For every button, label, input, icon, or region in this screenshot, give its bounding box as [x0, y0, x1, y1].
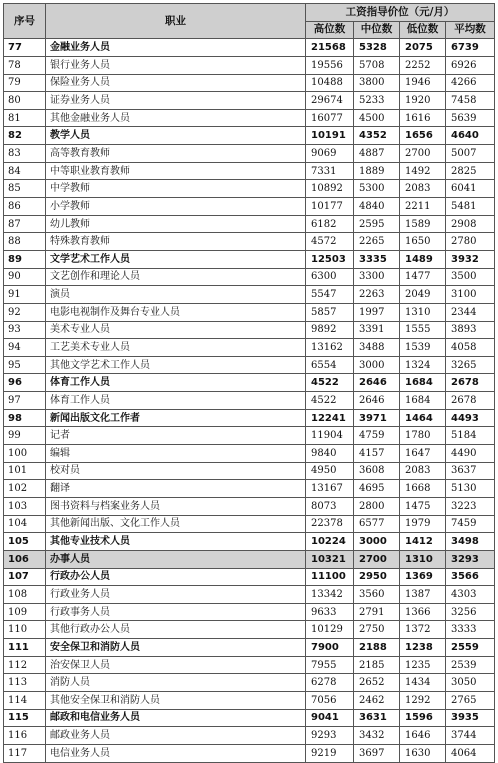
table-row [4, 339, 495, 357]
cell-low-value: 1589 [400, 215, 446, 233]
cell-average-value: 3265 [446, 356, 495, 374]
cell-high-value: 10321 [306, 550, 354, 568]
cell-high-value: 5547 [306, 286, 354, 304]
table-row [4, 374, 495, 392]
cell-occupation: 校对员 [46, 462, 306, 480]
cell-low-value: 1412 [400, 533, 446, 551]
cell-occupation: 演员 [46, 286, 306, 304]
cell-occupation: 体育工作人员 [46, 374, 306, 392]
table-row [4, 109, 495, 127]
table-row [4, 74, 495, 92]
cell-low-value: 1387 [400, 586, 446, 604]
cell-median-value: 4157 [354, 445, 400, 463]
table-row [4, 162, 495, 180]
cell-low-value: 2083 [400, 462, 446, 480]
cell-serial-number: 107 [4, 568, 46, 586]
cell-median-value: 2950 [354, 568, 400, 586]
cell-serial-number: 117 [4, 744, 46, 762]
table-row [4, 497, 495, 515]
cell-median-value: 2646 [354, 374, 400, 392]
table-row [4, 445, 495, 463]
cell-serial-number: 81 [4, 109, 46, 127]
table-row [4, 392, 495, 410]
cell-occupation: 中等职业教育教师 [46, 162, 306, 180]
cell-low-value: 1492 [400, 162, 446, 180]
cell-high-value: 11100 [306, 568, 354, 586]
cell-median-value: 5233 [354, 92, 400, 110]
cell-median-value: 4352 [354, 127, 400, 145]
table-row [4, 533, 495, 551]
cell-low-value: 1310 [400, 303, 446, 321]
header-low-value: 低位数 [400, 21, 446, 39]
cell-high-value: 10892 [306, 180, 354, 198]
cell-serial-number: 105 [4, 533, 46, 551]
cell-average-value: 4493 [446, 409, 495, 427]
cell-occupation: 保险业务人员 [46, 74, 306, 92]
cell-median-value: 3631 [354, 709, 400, 727]
cell-average-value: 4266 [446, 74, 495, 92]
cell-serial-number: 91 [4, 286, 46, 304]
cell-average-value: 2825 [446, 162, 495, 180]
cell-serial-number: 115 [4, 709, 46, 727]
cell-serial-number: 90 [4, 268, 46, 286]
cell-average-value: 2344 [446, 303, 495, 321]
cell-occupation: 其他安全保卫和消防人员 [46, 691, 306, 709]
table-row [4, 215, 495, 233]
cell-median-value: 4840 [354, 198, 400, 216]
cell-serial-number: 112 [4, 656, 46, 674]
cell-median-value: 3335 [354, 250, 400, 268]
cell-serial-number: 85 [4, 180, 46, 198]
header-high-value: 高位数 [306, 21, 354, 39]
cell-low-value: 1630 [400, 744, 446, 762]
cell-occupation: 电影电视制作及舞台专业人员 [46, 303, 306, 321]
cell-low-value: 1596 [400, 709, 446, 727]
cell-low-value: 1650 [400, 233, 446, 251]
cell-serial-number: 93 [4, 321, 46, 339]
table-row [4, 286, 495, 304]
cell-occupation: 办事人员 [46, 550, 306, 568]
table-row [4, 321, 495, 339]
cell-low-value: 1372 [400, 621, 446, 639]
table-row [4, 621, 495, 639]
cell-low-value: 1310 [400, 550, 446, 568]
table-row [4, 409, 495, 427]
cell-high-value: 10488 [306, 74, 354, 92]
cell-high-value: 4950 [306, 462, 354, 480]
table-row [4, 92, 495, 110]
cell-serial-number: 103 [4, 497, 46, 515]
cell-occupation: 教学人员 [46, 127, 306, 145]
cell-high-value: 29674 [306, 92, 354, 110]
cell-average-value: 5007 [446, 145, 495, 163]
cell-high-value: 5857 [306, 303, 354, 321]
cell-high-value: 7955 [306, 656, 354, 674]
cell-serial-number: 89 [4, 250, 46, 268]
cell-high-value: 8073 [306, 497, 354, 515]
cell-low-value: 1235 [400, 656, 446, 674]
cell-average-value: 6041 [446, 180, 495, 198]
cell-occupation: 其他金融业务人员 [46, 109, 306, 127]
cell-serial-number: 104 [4, 515, 46, 533]
cell-high-value: 10129 [306, 621, 354, 639]
cell-high-value: 7900 [306, 639, 354, 657]
table-row [4, 674, 495, 692]
cell-low-value: 1647 [400, 445, 446, 463]
cell-serial-number: 96 [4, 374, 46, 392]
cell-average-value: 2908 [446, 215, 495, 233]
cell-serial-number: 82 [4, 127, 46, 145]
cell-serial-number: 84 [4, 162, 46, 180]
table-row [4, 744, 495, 762]
cell-median-value: 2185 [354, 656, 400, 674]
cell-occupation: 美术专业人员 [46, 321, 306, 339]
cell-median-value: 2188 [354, 639, 400, 657]
table-row [4, 56, 495, 74]
cell-occupation: 邮政业务人员 [46, 727, 306, 745]
cell-median-value: 6577 [354, 515, 400, 533]
table-row [4, 233, 495, 251]
cell-serial-number: 94 [4, 339, 46, 357]
cell-high-value: 6182 [306, 215, 354, 233]
cell-high-value: 10224 [306, 533, 354, 551]
header-wage-guidance-group: 工资指导价位（元/月） [306, 4, 495, 22]
table-row [4, 603, 495, 621]
table-row [4, 709, 495, 727]
cell-low-value: 1324 [400, 356, 446, 374]
cell-median-value: 2595 [354, 215, 400, 233]
table-row [4, 550, 495, 568]
cell-high-value: 21568 [306, 39, 354, 57]
cell-high-value: 6554 [306, 356, 354, 374]
cell-average-value: 7459 [446, 515, 495, 533]
cell-low-value: 1920 [400, 92, 446, 110]
cell-serial-number: 113 [4, 674, 46, 692]
cell-low-value: 1668 [400, 480, 446, 498]
cell-occupation: 图书资料与档案业务人员 [46, 497, 306, 515]
cell-median-value: 3800 [354, 74, 400, 92]
cell-median-value: 3608 [354, 462, 400, 480]
cell-occupation: 行政事务人员 [46, 603, 306, 621]
cell-median-value: 1889 [354, 162, 400, 180]
cell-serial-number: 95 [4, 356, 46, 374]
cell-serial-number: 97 [4, 392, 46, 410]
table-row [4, 39, 495, 57]
cell-high-value: 9069 [306, 145, 354, 163]
cell-median-value: 3300 [354, 268, 400, 286]
cell-high-value: 4572 [306, 233, 354, 251]
cell-average-value: 2559 [446, 639, 495, 657]
cell-average-value: 4490 [446, 445, 495, 463]
table-row [4, 480, 495, 498]
table-row [4, 356, 495, 374]
cell-occupation: 小学教师 [46, 198, 306, 216]
table-row [4, 586, 495, 604]
cell-occupation: 文艺创作和理论人员 [46, 268, 306, 286]
cell-high-value: 19556 [306, 56, 354, 74]
table-row [4, 250, 495, 268]
cell-low-value: 1946 [400, 74, 446, 92]
cell-serial-number: 99 [4, 427, 46, 445]
cell-median-value: 4500 [354, 109, 400, 127]
cell-average-value: 3637 [446, 462, 495, 480]
cell-serial-number: 108 [4, 586, 46, 604]
cell-median-value: 3560 [354, 586, 400, 604]
cell-low-value: 1369 [400, 568, 446, 586]
cell-high-value: 10191 [306, 127, 354, 145]
cell-occupation: 治安保卫人员 [46, 656, 306, 674]
cell-serial-number: 106 [4, 550, 46, 568]
cell-average-value: 6739 [446, 39, 495, 57]
cell-serial-number: 102 [4, 480, 46, 498]
cell-average-value: 3293 [446, 550, 495, 568]
cell-average-value: 3223 [446, 497, 495, 515]
cell-median-value: 3000 [354, 533, 400, 551]
cell-high-value: 6278 [306, 674, 354, 692]
cell-median-value: 2750 [354, 621, 400, 639]
table-row [4, 303, 495, 321]
table-row [4, 568, 495, 586]
cell-high-value: 9840 [306, 445, 354, 463]
cell-low-value: 2075 [400, 39, 446, 57]
cell-high-value: 6300 [306, 268, 354, 286]
table-header [4, 4, 495, 39]
cell-median-value: 4887 [354, 145, 400, 163]
cell-average-value: 4064 [446, 744, 495, 762]
table-row [4, 145, 495, 163]
cell-median-value: 2265 [354, 233, 400, 251]
cell-high-value: 4522 [306, 392, 354, 410]
cell-occupation: 记者 [46, 427, 306, 445]
cell-occupation: 证券业务人员 [46, 92, 306, 110]
cell-occupation: 高等教育教师 [46, 145, 306, 163]
cell-low-value: 1292 [400, 691, 446, 709]
cell-average-value: 3744 [446, 727, 495, 745]
cell-low-value: 1477 [400, 268, 446, 286]
cell-low-value: 1366 [400, 603, 446, 621]
cell-high-value: 11904 [306, 427, 354, 445]
cell-median-value: 1997 [354, 303, 400, 321]
cell-low-value: 1238 [400, 639, 446, 657]
table-row [4, 515, 495, 533]
cell-average-value: 5481 [446, 198, 495, 216]
cell-high-value: 9892 [306, 321, 354, 339]
cell-low-value: 1684 [400, 392, 446, 410]
cell-occupation: 其他新闻出版、文化工作人员 [46, 515, 306, 533]
cell-low-value: 1656 [400, 127, 446, 145]
cell-occupation: 特殊教育教师 [46, 233, 306, 251]
cell-average-value: 2678 [446, 392, 495, 410]
cell-occupation: 金融业务人员 [46, 39, 306, 57]
cell-median-value: 3432 [354, 727, 400, 745]
table-row [4, 427, 495, 445]
cell-average-value: 5184 [446, 427, 495, 445]
cell-high-value: 22378 [306, 515, 354, 533]
cell-serial-number: 80 [4, 92, 46, 110]
cell-serial-number: 92 [4, 303, 46, 321]
cell-average-value: 7458 [446, 92, 495, 110]
header-median-value: 中位数 [354, 21, 400, 39]
cell-occupation: 幼儿教师 [46, 215, 306, 233]
cell-median-value: 2791 [354, 603, 400, 621]
cell-serial-number: 98 [4, 409, 46, 427]
cell-occupation: 行政办公人员 [46, 568, 306, 586]
cell-average-value: 4640 [446, 127, 495, 145]
table-row [4, 727, 495, 745]
cell-median-value: 3971 [354, 409, 400, 427]
cell-median-value: 2462 [354, 691, 400, 709]
cell-median-value: 2700 [354, 550, 400, 568]
cell-high-value: 4522 [306, 374, 354, 392]
cell-high-value: 9633 [306, 603, 354, 621]
cell-occupation: 新闻出版文化工作者 [46, 409, 306, 427]
cell-low-value: 2252 [400, 56, 446, 74]
cell-low-value: 1475 [400, 497, 446, 515]
cell-occupation: 电信业务人员 [46, 744, 306, 762]
cell-occupation: 中学教师 [46, 180, 306, 198]
cell-serial-number: 100 [4, 445, 46, 463]
cell-average-value: 2765 [446, 691, 495, 709]
cell-occupation: 编辑 [46, 445, 306, 463]
cell-occupation: 体育工作人员 [46, 392, 306, 410]
cell-average-value: 3050 [446, 674, 495, 692]
cell-high-value: 16077 [306, 109, 354, 127]
cell-serial-number: 110 [4, 621, 46, 639]
cell-occupation: 银行业务人员 [46, 56, 306, 74]
cell-serial-number: 87 [4, 215, 46, 233]
header-serial-number: 序号 [4, 4, 46, 39]
cell-median-value: 4759 [354, 427, 400, 445]
cell-serial-number: 78 [4, 56, 46, 74]
cell-high-value: 9041 [306, 709, 354, 727]
cell-median-value: 2263 [354, 286, 400, 304]
cell-high-value: 13162 [306, 339, 354, 357]
table-row [4, 462, 495, 480]
cell-occupation: 其他文学艺术工作人员 [46, 356, 306, 374]
wage-table-container [3, 3, 495, 763]
cell-serial-number: 116 [4, 727, 46, 745]
cell-low-value: 1489 [400, 250, 446, 268]
cell-serial-number: 83 [4, 145, 46, 163]
cell-low-value: 1646 [400, 727, 446, 745]
cell-median-value: 3000 [354, 356, 400, 374]
cell-serial-number: 114 [4, 691, 46, 709]
cell-high-value: 12503 [306, 250, 354, 268]
cell-high-value: 9293 [306, 727, 354, 745]
cell-median-value: 3697 [354, 744, 400, 762]
cell-average-value: 2678 [446, 374, 495, 392]
cell-low-value: 1434 [400, 674, 446, 692]
cell-low-value: 2049 [400, 286, 446, 304]
cell-average-value: 2539 [446, 656, 495, 674]
cell-average-value: 3500 [446, 268, 495, 286]
cell-average-value: 3498 [446, 533, 495, 551]
cell-high-value: 13342 [306, 586, 354, 604]
cell-low-value: 1684 [400, 374, 446, 392]
cell-serial-number: 111 [4, 639, 46, 657]
table-row [4, 198, 495, 216]
cell-occupation: 安全保卫和消防人员 [46, 639, 306, 657]
header-occupation: 职业 [46, 4, 306, 39]
cell-median-value: 3391 [354, 321, 400, 339]
cell-low-value: 1979 [400, 515, 446, 533]
cell-serial-number: 101 [4, 462, 46, 480]
cell-average-value: 3256 [446, 603, 495, 621]
cell-average-value: 4303 [446, 586, 495, 604]
cell-low-value: 1464 [400, 409, 446, 427]
cell-average-value: 6926 [446, 56, 495, 74]
cell-average-value: 3566 [446, 568, 495, 586]
cell-serial-number: 77 [4, 39, 46, 57]
table-row [4, 180, 495, 198]
cell-low-value: 1780 [400, 427, 446, 445]
cell-serial-number: 109 [4, 603, 46, 621]
cell-median-value: 5708 [354, 56, 400, 74]
cell-average-value: 3333 [446, 621, 495, 639]
cell-low-value: 1539 [400, 339, 446, 357]
cell-low-value: 2211 [400, 198, 446, 216]
cell-occupation: 文学艺术工作人员 [46, 250, 306, 268]
cell-occupation: 邮政和电信业务人员 [46, 709, 306, 727]
table-row [4, 691, 495, 709]
cell-serial-number: 86 [4, 198, 46, 216]
cell-occupation: 消防人员 [46, 674, 306, 692]
cell-average-value: 3100 [446, 286, 495, 304]
table-row [4, 656, 495, 674]
cell-low-value: 2083 [400, 180, 446, 198]
cell-occupation: 工艺美术专业人员 [46, 339, 306, 357]
cell-high-value: 7056 [306, 691, 354, 709]
cell-low-value: 1555 [400, 321, 446, 339]
cell-low-value: 2700 [400, 145, 446, 163]
header-average-value: 平均数 [446, 21, 495, 39]
cell-average-value: 3893 [446, 321, 495, 339]
cell-occupation: 其他行政办公人员 [46, 621, 306, 639]
cell-average-value: 5639 [446, 109, 495, 127]
cell-average-value: 4058 [446, 339, 495, 357]
cell-median-value: 5328 [354, 39, 400, 57]
cell-median-value: 2800 [354, 497, 400, 515]
cell-high-value: 9219 [306, 744, 354, 762]
cell-occupation: 翻译 [46, 480, 306, 498]
cell-median-value: 2652 [354, 674, 400, 692]
table-body [4, 39, 495, 762]
cell-average-value: 3935 [446, 709, 495, 727]
cell-low-value: 1616 [400, 109, 446, 127]
cell-serial-number: 88 [4, 233, 46, 251]
wage-guidance-table [3, 3, 495, 763]
cell-serial-number: 79 [4, 74, 46, 92]
cell-high-value: 13167 [306, 480, 354, 498]
cell-occupation: 其他专业技术人员 [46, 533, 306, 551]
cell-occupation: 行政业务人员 [46, 586, 306, 604]
cell-average-value: 5130 [446, 480, 495, 498]
cell-median-value: 2646 [354, 392, 400, 410]
cell-median-value: 3488 [354, 339, 400, 357]
cell-high-value: 12241 [306, 409, 354, 427]
cell-average-value: 3932 [446, 250, 495, 268]
cell-high-value: 7331 [306, 162, 354, 180]
table-row [4, 268, 495, 286]
cell-median-value: 5300 [354, 180, 400, 198]
table-row [4, 127, 495, 145]
cell-median-value: 4695 [354, 480, 400, 498]
cell-average-value: 2780 [446, 233, 495, 251]
cell-high-value: 10177 [306, 198, 354, 216]
table-row [4, 639, 495, 657]
